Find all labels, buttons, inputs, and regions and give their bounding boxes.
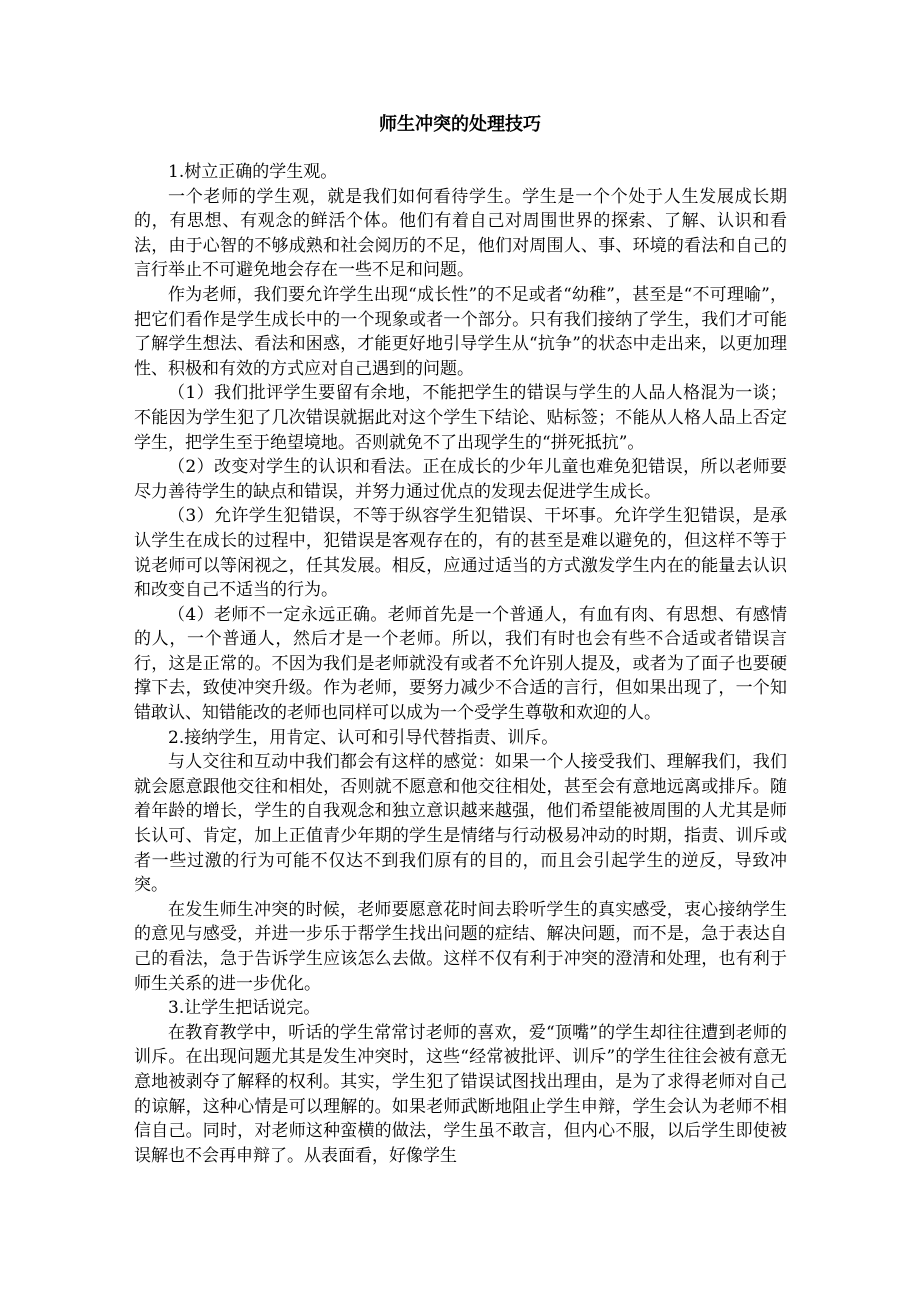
paragraph: 1.树立正确的学生观。	[168, 162, 338, 182]
paragraph: （3）允许学生犯错误，不等于纵容学生犯错误、干坏事。允许学生犯错误，是承认学生在成长的过程中，犯错误是客观存在的，有的甚至是难以避免的，但这样不等于说老师可以等闲视之，任其发展。相反，应通过适当的方式激发学生内在的能量去认识和改变自己不适当的行为。	[134, 506, 787, 601]
paragraph: （1）我们批评学生要留有余地，不能把学生的错误与学生的人品人格混为一谈；不能因为学生犯了几次错误就据此对这个学生下结论、贴标签；不能从人格人品上否定学生，把学生至于绝望境地。否则就免不了出现学生的“拼死抵抗”。	[134, 383, 787, 453]
paragraph: 一个老师的学生观，就是我们如何看待学生。学生是一个个处于人生发展成长期的，有思想、有观念的鲜活个体。他们有着自己对周围世界的探索、了解、认识和看法，由于心智的不够成熟和社会阅历的不足，他们对周围人、事、环境的看法和自己的言行举止不可避免地会存在一些不足和问题。	[134, 186, 787, 281]
paragraph: 作为老师，我们要允许学生出现“成长性”的不足或者“幼稚”，甚至是“不可理喻”，把它们看作是学生成长中的一个现象或者一个部分。只有我们接纳了学生，我们才可能了解学生想法、看法和困惑，才能更好地引导学生从“抗争”的状态中走出来，以更加理性、积极和有效的方式应对自己遇到的问题。	[134, 284, 787, 379]
paragraph: 与人交往和互动中我们都会有这样的感觉：如果一个人接受我们、理解我们，我们就会愿意跟他交往和相处，否则就不愿意和他交往相处，甚至会有意地远离或排斥。随着年龄的增长，学生的自我观念和独立意识越来越强，他们希望能被周围的人尤其是师长认可、肯定，加上正值青少年期的学生是情绪与行动极易冲动的时期，指责、训斥或者一些过激的行为可能不仅达不到我们原有的目的，而且会引起学生的逆反，导致冲突。	[134, 752, 787, 896]
paragraph: 2.接纳学生，用肯定、认可和引导代替指责、训斥。	[168, 727, 559, 748]
paragraph: 3.让学生把话说完。	[168, 998, 321, 1019]
paragraph: （2）改变对学生的认识和看法。正在成长的少年儿童也难免犯错误，所以老师要尽力善待学生的缺点和错误，并努力通过优点的发现去促进学生成长。	[134, 457, 787, 502]
paragraph: 在教育教学中，听话的学生常常讨老师的喜欢，爱“顶嘴”的学生却往往遭到老师的训斥。在出现问题尤其是发生冲突时，这些“经常被批评、训斥”的学生往往会被有意无意地被剥夺了解释的权利。其实，学生犯了错误试图找出理由，是为了求得老师对自己的谅解，这种心情是可以理解的。如果老师武断地阻止学生申辩，学生会认为老师不相信自己。同时，对老师这种蛮横的做法，学生虽不敢言，但内心不服，以后学生即使被误解也不会再申辩了。从表面看，好像学生	[134, 1022, 787, 1166]
document-title: 师生冲突的处理技巧	[379, 114, 541, 135]
paragraph: （4）老师不一定永远正确。老师首先是一个普通人，有血有肉、有思想、有感情的人，一个普通人，然后才是一个老师。所以，我们有时也会有些不合适或者错误言行，这是正常的。不因为我们是老师就没有或者不允许别人提及，或者为了面子也要硬撑下去，致使冲突升级。作为老师，要努力减少不合适的言行，但如果出现了，一个知错敢认、知错能改的老师也同样可以成为一个受学生尊敬和欢迎的人。	[134, 604, 787, 724]
document-body	[134, 160, 787, 1168]
paragraph: 在发生师生冲突的时候，老师要愿意花时间去聆听学生的真实感受，衷心接纳学生的意见与感受，并进一步乐于帮学生找出问题的症结、解决问题，而不是，急于表达自己的看法，急于告诉学生应该怎么去做。这样不仅有利于冲突的澄清和处理，也有利于师生关系的进一步优化。	[134, 899, 787, 994]
